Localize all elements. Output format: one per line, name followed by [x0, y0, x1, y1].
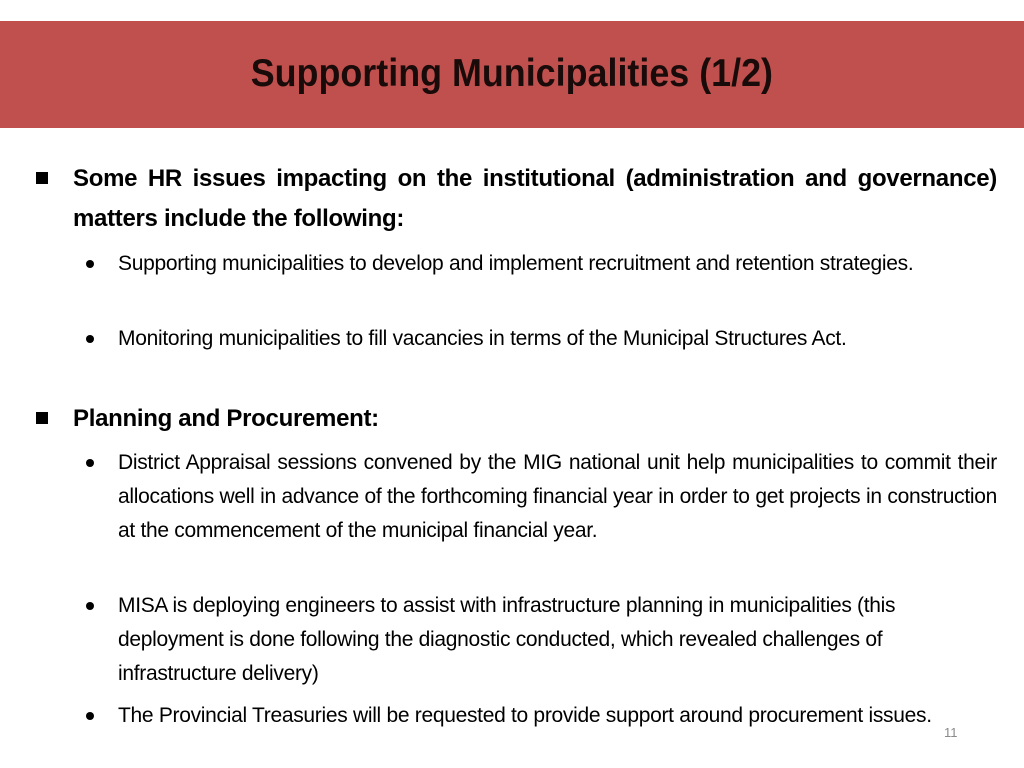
- list-item-vacancies: Monitoring municipalities to fill vacancies in terms of the Municipal Structures Act.: [118, 327, 847, 350]
- round-bullet-icon: [86, 459, 94, 467]
- section-heading-hr-issues: Some HR issues impacting on the institutional (administration and governance) matters include the following:: [73, 165, 997, 232]
- square-bullet-icon: [36, 172, 48, 184]
- list-item-provincial-treasuries: The Provincial Treasuries will be requested to provide support around procurement issues.: [118, 704, 932, 727]
- section-heading-planning: Planning and Procurement:: [73, 405, 379, 432]
- slide-title: Supporting Municipalities (1/2): [250, 52, 774, 95]
- round-bullet-icon: [86, 602, 94, 610]
- square-bullet-icon: [36, 412, 48, 424]
- list-item-recruitment: Supporting municipalities to develop and implement recruitment and retention strategies.: [118, 252, 914, 275]
- list-item-district-appraisal: District Appraisal sessions convened by the MIG national unit help municipalities to commit their allocations well in advance of the forthcoming financial year in order to get projects in construction at the commencement of the municipal financial year.: [118, 451, 997, 542]
- list-item-misa-engineers: MISA is deploying engineers to assist with infrastructure planning in municipalities (this deployment is done following the diagnostic conducted, which revealed challenges of infrastructure delivery): [118, 594, 896, 685]
- round-bullet-icon: [86, 335, 94, 343]
- round-bullet-icon: [86, 712, 94, 720]
- page-number: 11: [944, 725, 958, 740]
- round-bullet-icon: [86, 260, 94, 268]
